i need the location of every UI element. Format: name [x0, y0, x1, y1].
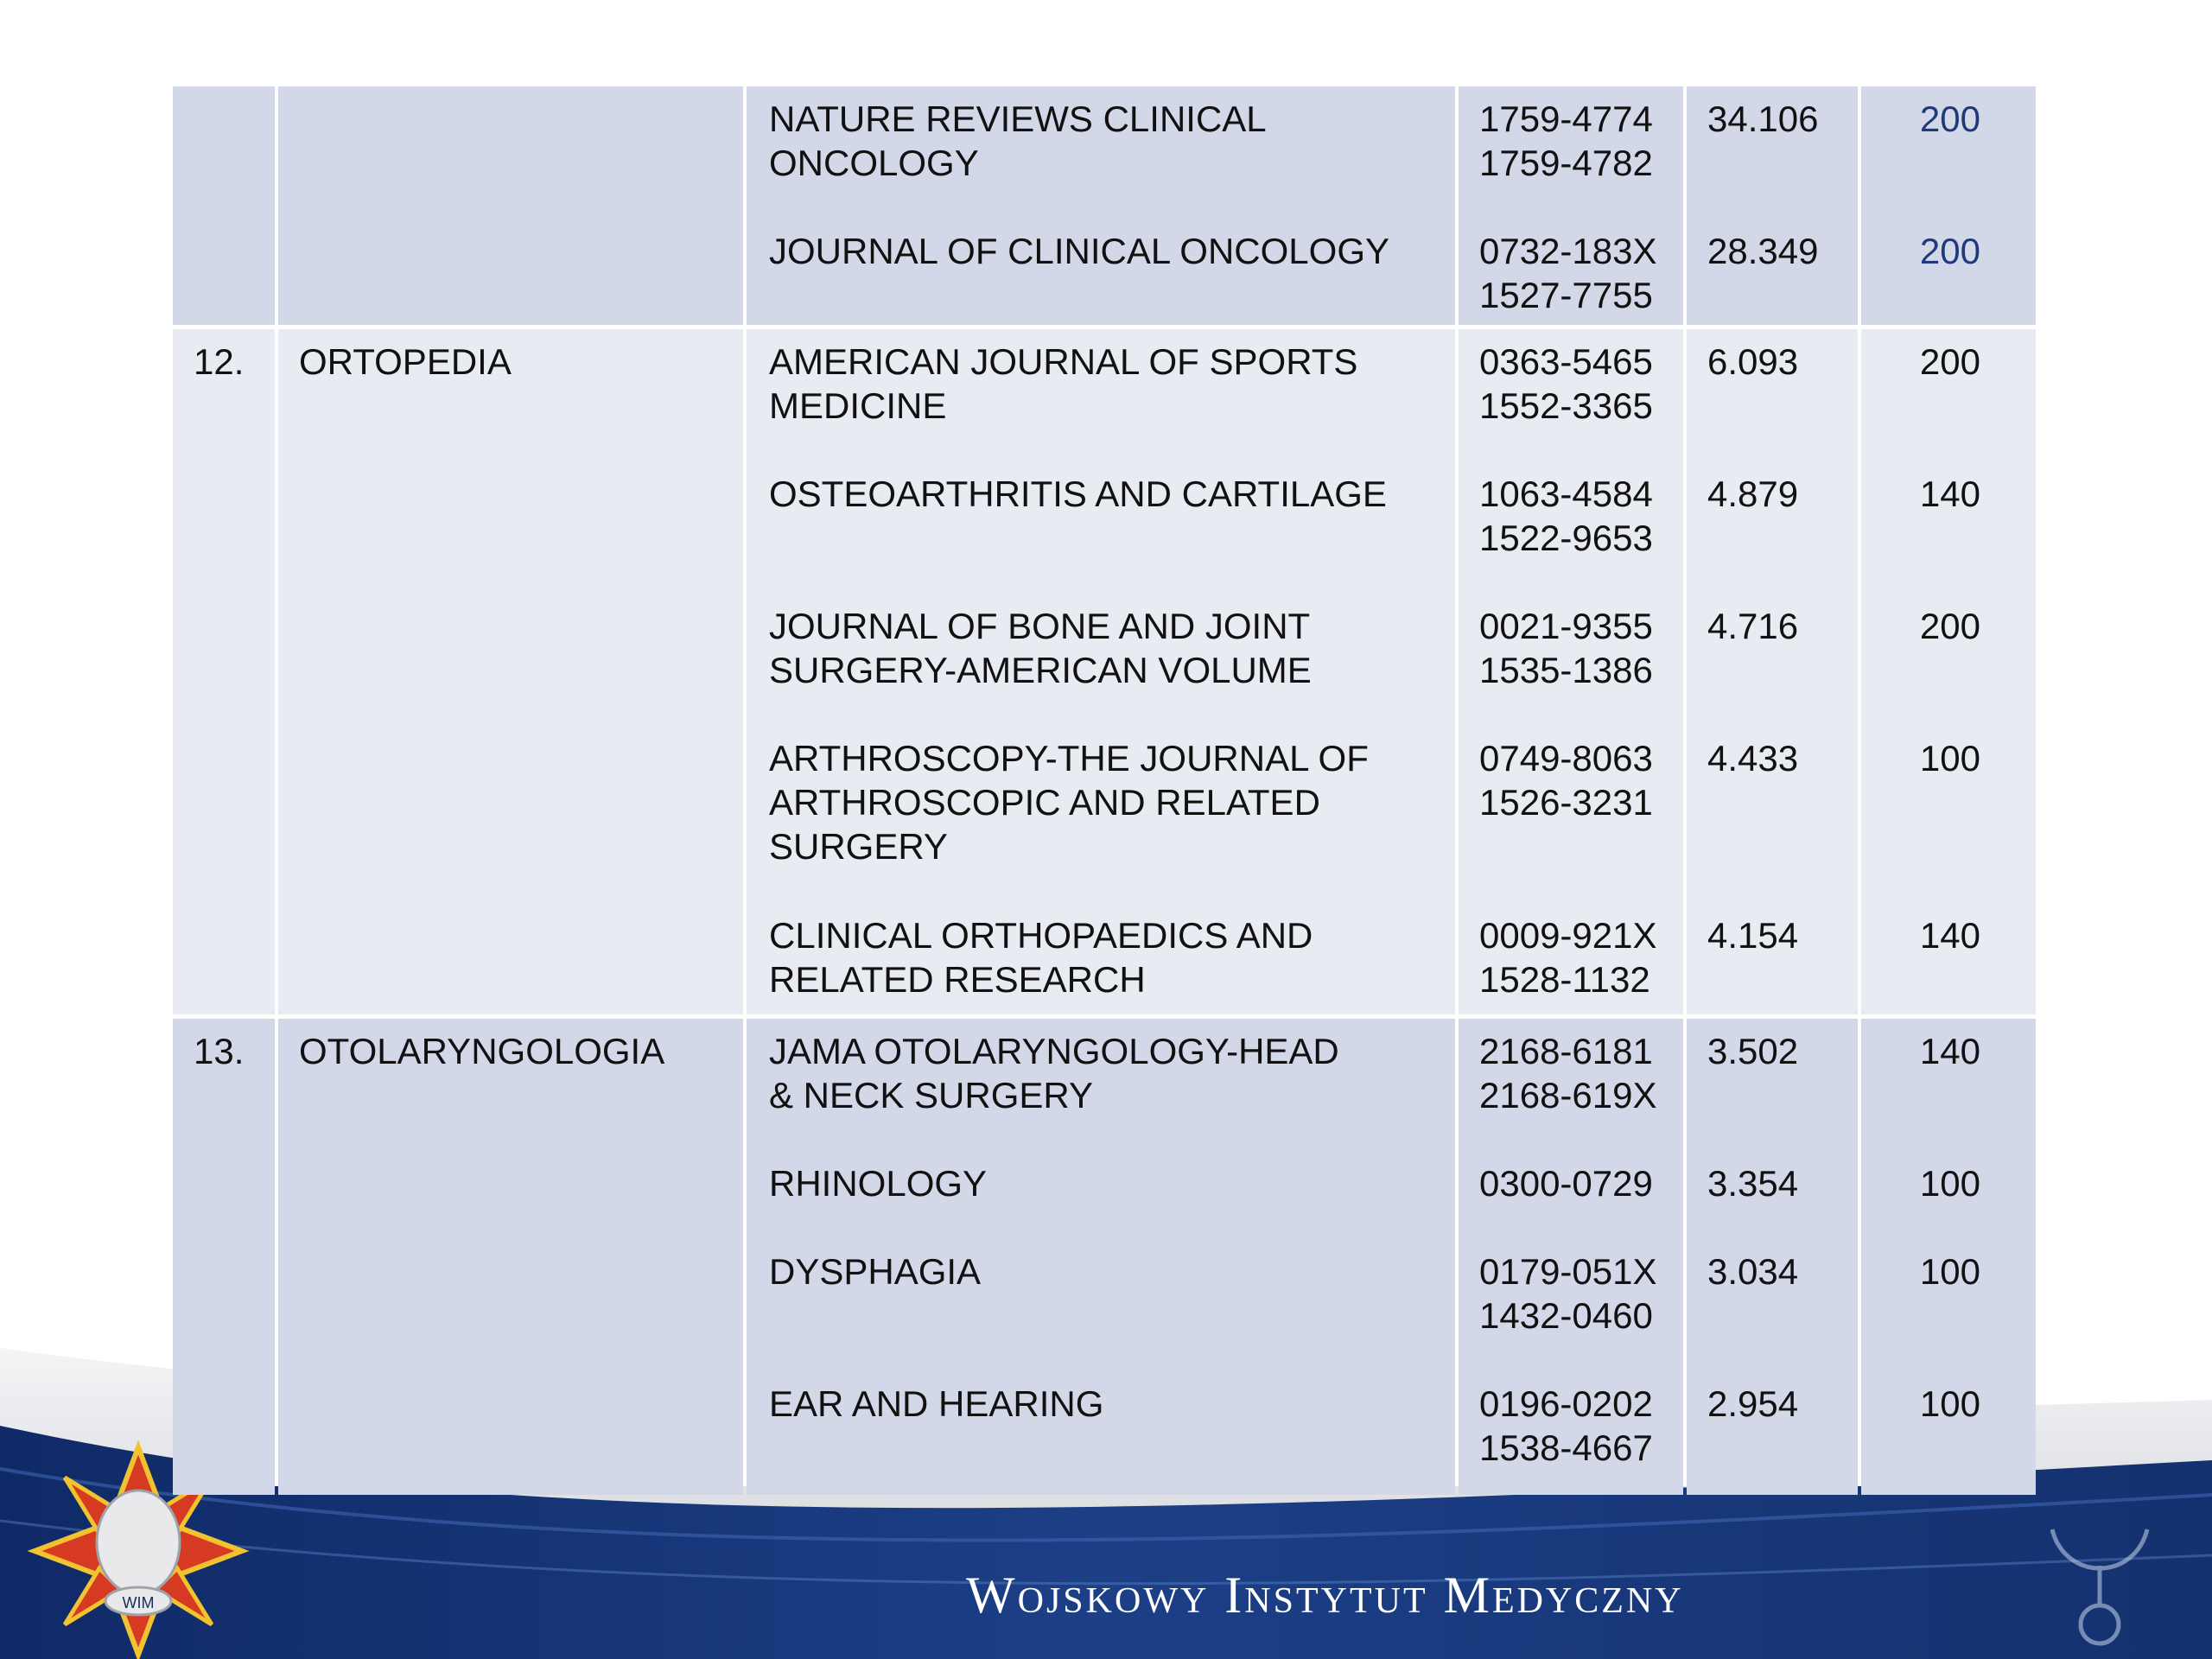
journal-title-line: CLINICAL ORTHOPAEDICS AND	[769, 915, 1313, 956]
journal-title-line: SURGERY	[769, 826, 948, 867]
issn-value: 2168-6181	[1479, 1031, 1653, 1071]
journal-title-line: JAMA OTOLARYNGOLOGY-HEAD	[769, 1031, 1339, 1071]
issn-value: 0009-921X	[1479, 915, 1657, 956]
journal-title-line: NATURE REVIEWS CLINICAL	[769, 99, 1267, 139]
issn-value: 1527-7755	[1479, 275, 1653, 315]
specialty-cell	[278, 86, 743, 325]
journal-title-line: SURGERY-AMERICAN VOLUME	[769, 650, 1312, 690]
impact-factor-value: 4.716	[1707, 606, 1799, 646]
impact-factor-value: 6.093	[1707, 341, 1799, 382]
points-cell	[1861, 1019, 2036, 1495]
issn-value: 0300-0729	[1479, 1163, 1653, 1204]
points-value: 140	[1919, 474, 1980, 514]
specialty-cell: OTOLARYNGOLOGIA	[278, 1019, 743, 1495]
points-cell	[1861, 86, 2036, 325]
issn-value: 1535-1386	[1479, 650, 1653, 690]
issn-value: 0196-0202	[1479, 1383, 1653, 1424]
journal-title-line: AMERICAN JOURNAL OF SPORTS	[769, 341, 1358, 382]
journal-title-line: OSTEOARTHRITIS AND CARTILAGE	[769, 474, 1387, 514]
issn-value: 1759-4774	[1479, 99, 1653, 139]
issn-value: 1522-9653	[1479, 518, 1653, 558]
issn-value: 0732-183X	[1479, 231, 1657, 271]
issn-value: 1526-3231	[1479, 782, 1653, 823]
row-number-cell: 12.	[173, 329, 275, 1014]
impact-factor-value: 3.034	[1707, 1251, 1799, 1292]
journal-title-cell	[747, 329, 1455, 1014]
points-value: 100	[1919, 1163, 1980, 1204]
specialty-cell: ORTOPEDIA	[278, 329, 743, 1014]
points-value: 100	[1919, 1383, 1980, 1424]
journal-title-cell	[747, 86, 1455, 325]
issn-value: 1528-1132	[1479, 959, 1650, 1000]
journal-title-line: ARTHROSCOPIC AND RELATED	[769, 782, 1320, 823]
impact-factor-value: 3.354	[1707, 1163, 1799, 1204]
points-value: 200	[1919, 231, 1980, 271]
journal-title-line: ONCOLOGY	[769, 143, 979, 183]
journal-title-line: EAR AND HEARING	[769, 1383, 1104, 1424]
issn-value: 1759-4782	[1479, 143, 1653, 183]
impact-factor-value: 4.433	[1707, 738, 1799, 779]
issn-value: 1552-3365	[1479, 385, 1653, 426]
issn-value: 0749-8063	[1479, 738, 1653, 779]
issn-cell	[1459, 329, 1683, 1014]
row-number-cell: 13.	[173, 1019, 275, 1495]
impact-factor-value: 2.954	[1707, 1383, 1799, 1424]
journal-title-line: DYSPHAGIA	[769, 1251, 982, 1292]
emblem-label: WIM	[122, 1594, 155, 1611]
institute-name: Wojskowy Instytut Medyczny	[966, 1567, 1684, 1624]
impact-factor-cell	[1687, 329, 1858, 1014]
impact-factor-value: 28.349	[1707, 231, 1819, 271]
points-value: 200	[1919, 341, 1980, 382]
journal-title-line: MEDICINE	[769, 385, 947, 426]
issn-value: 2168-619X	[1479, 1075, 1657, 1116]
journal-title-line: RHINOLOGY	[769, 1163, 988, 1204]
journal-title-line: ARTHROSCOPY-THE JOURNAL OF	[769, 738, 1369, 779]
points-value: 200	[1919, 606, 1980, 646]
row-number-cell	[173, 86, 275, 325]
points-value: 100	[1919, 1251, 1980, 1292]
impact-factor-value: 3.502	[1707, 1031, 1799, 1071]
journal-title-cell	[747, 1019, 1455, 1495]
issn-cell	[1459, 86, 1683, 325]
impact-factor-value: 4.154	[1707, 915, 1799, 956]
issn-value: 1432-0460	[1479, 1295, 1653, 1336]
issn-value: 0021-9355	[1479, 606, 1653, 646]
issn-value: 1063-4584	[1479, 474, 1653, 514]
journal-title-line: RELATED RESEARCH	[769, 959, 1146, 1000]
journal-title-line: & NECK SURGERY	[769, 1075, 1093, 1116]
points-value: 140	[1919, 1031, 1980, 1071]
journal-title-line: JOURNAL OF CLINICAL ONCOLOGY	[769, 231, 1390, 271]
issn-value: 0363-5465	[1479, 341, 1653, 382]
impact-factor-value: 4.879	[1707, 474, 1799, 514]
points-cell	[1861, 329, 2036, 1014]
journal-table	[173, 86, 2022, 1486]
impact-factor-value: 34.106	[1707, 99, 1819, 139]
issn-value: 0179-051X	[1479, 1251, 1657, 1292]
points-value: 100	[1919, 738, 1980, 779]
impact-factor-cell	[1687, 86, 1858, 325]
issn-value: 1538-4667	[1479, 1427, 1653, 1468]
issn-cell	[1459, 1019, 1683, 1495]
points-value: 200	[1919, 99, 1980, 139]
points-value: 140	[1919, 915, 1980, 956]
journal-title-line: JOURNAL OF BONE AND JOINT	[769, 606, 1311, 646]
impact-factor-cell	[1687, 1019, 1858, 1495]
